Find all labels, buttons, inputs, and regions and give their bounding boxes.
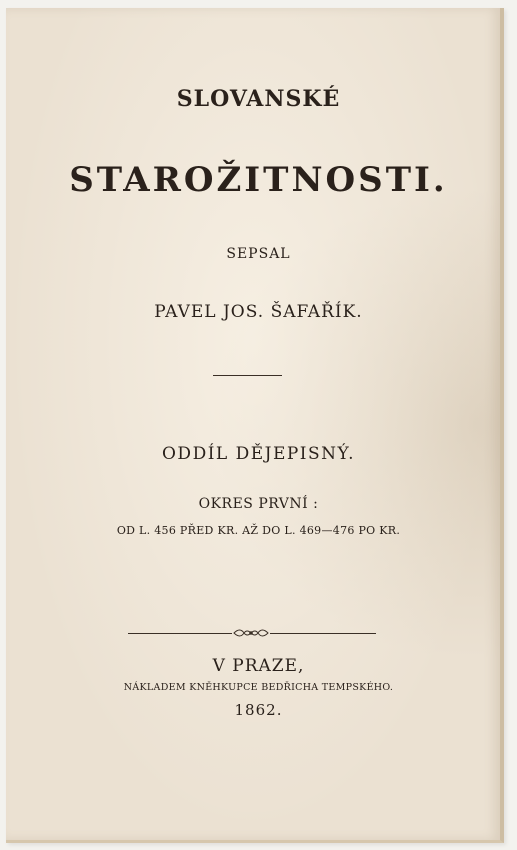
imprint-publisher: NÁKLADEM KNĚHKUPCE BEDŘICHA TEMPSKÉHO. [123, 682, 394, 693]
title-line-2: STAROŽITNOSTI. [69, 160, 448, 200]
floral-ornament-icon [232, 626, 270, 640]
ornament-rule-left [128, 633, 232, 634]
subsection-title: OKRES PRVNÍ : [198, 496, 319, 512]
author-name: PAVEL JOS. ŠAFAŘÍK. [154, 302, 363, 322]
ornament-rule-right [270, 633, 376, 634]
imprint-place: V PRAZE, [212, 656, 305, 676]
section-title: ODDÍL DĚJEPISNÝ. [162, 444, 355, 464]
byline-label: SEPSAL [226, 246, 291, 262]
period-range: OD L. 456 PŘED KR. AŽ DO L. 469—476 PO KR. [116, 524, 401, 537]
imprint-year: 1862. [234, 701, 283, 719]
title-line-1: SLOVANSKÉ [176, 86, 341, 112]
short-divider-rule [213, 375, 282, 376]
